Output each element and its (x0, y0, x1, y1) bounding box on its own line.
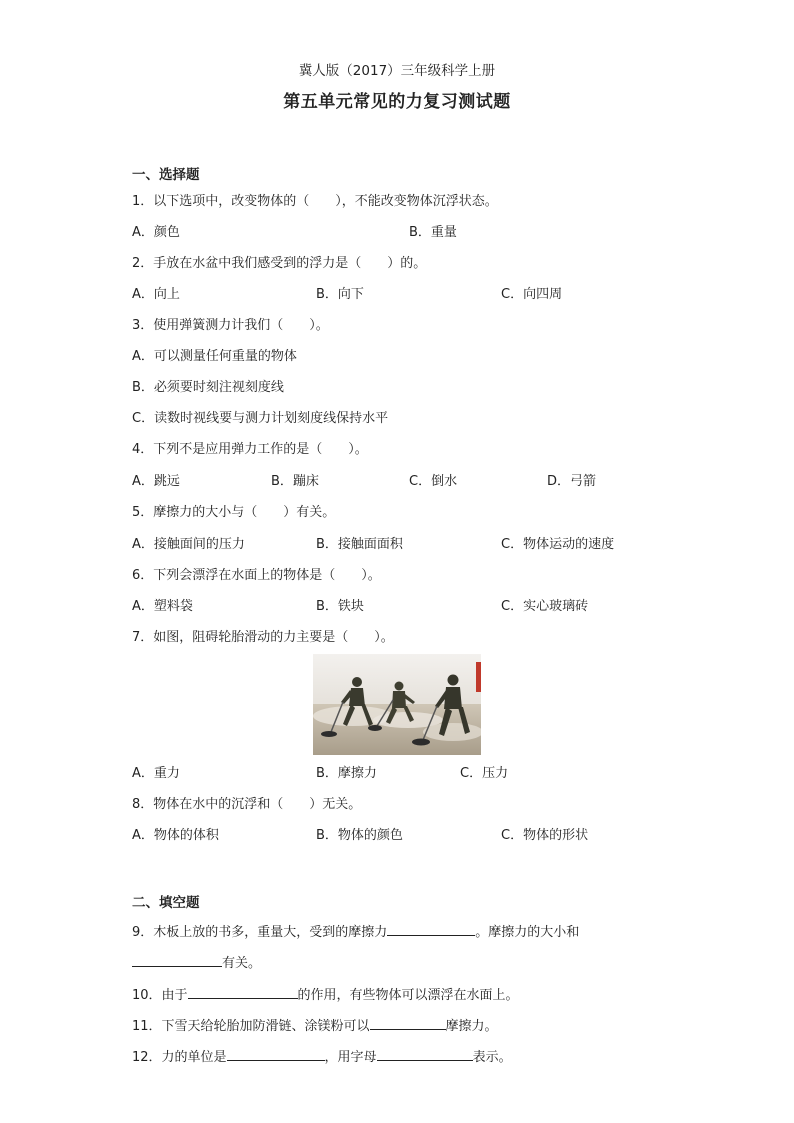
question-7-option-c: C．压力 (460, 766, 509, 781)
question-3-option-a: A．可以测量任何重量的物体 (132, 349, 297, 364)
question-7-stem: 7．如图，阻碍轮胎滑动的力主要是（ ）。 (132, 630, 394, 645)
document-subtitle: 冀人版（2017）三年级科学上册 (298, 63, 496, 79)
question-11-text-2: 摩擦力。 (445, 1019, 498, 1034)
question-2-option-c: C．向四周 (501, 287, 563, 302)
question-5-stem: 5．摩擦力的大小与（ ）有关。 (132, 505, 336, 520)
question-2-stem: 2．手放在水盆中我们感受到的浮力是（ ）的。 (132, 256, 427, 271)
question-9-text-2: 。摩擦力的大小和 (475, 925, 580, 940)
question-1-stem: 1．以下选项中，改变物体的（ ），不能改变物体沉浮状态。 (132, 194, 498, 209)
question-4-option-a: A．跳远 (132, 474, 180, 489)
question-8-option-b: B．物体的颜色 (316, 828, 403, 843)
question-9-text-3: 有关。 (222, 956, 262, 971)
question-12-text-3: 表示。 (472, 1050, 512, 1065)
question-6-option-a: A．塑料袋 (132, 599, 193, 614)
answer-blank[interactable] (370, 1015, 446, 1030)
document-title: 第五单元常见的力复习测试题 (283, 92, 511, 112)
question-6-option-c: C．实心玻璃砖 (501, 599, 589, 614)
question-1-option-a: A．颜色 (132, 225, 180, 240)
question-9-line1 (132, 921, 579, 942)
question-6-stem: 6．下列会漂浮在水面上的物体是（ ）。 (132, 568, 381, 583)
question-12-text-1: 12．力的单位是 (132, 1050, 227, 1065)
answer-blank[interactable] (132, 952, 222, 967)
question-3-option-b: B．必须要时刻注视刻度线 (132, 380, 284, 395)
answer-blank[interactable] (188, 984, 298, 999)
question-6-option-b: B．铁块 (316, 599, 364, 614)
question-11-text-1: 11．下雪天给轮胎加防滑链、涂镁粉可以 (132, 1019, 370, 1034)
question-4-option-c: C．倒水 (409, 474, 458, 489)
question-5-option-c: C．物体运动的速度 (501, 537, 615, 552)
question-7-option-a: A．重力 (132, 766, 180, 781)
question-7-option-b: B．摩擦力 (316, 766, 377, 781)
soldiers-dragging-tires-photo (313, 654, 481, 755)
section-heading-fill: 二、填空题 (132, 895, 200, 911)
section-heading-choice: 一、选择题 (132, 167, 200, 183)
question-10-text-1: 10．由于 (132, 988, 188, 1003)
question-12-text-2: ，用字母 (324, 1050, 377, 1065)
question-8-option-a: A．物体的体积 (132, 828, 219, 843)
question-8-option-c: C．物体的形状 (501, 828, 589, 843)
question-5-option-b: B．接触面面积 (316, 537, 403, 552)
question-4-option-b: B．蹦床 (271, 474, 319, 489)
question-10-text-2: 的作用，有些物体可以漂浮在水面上。 (297, 988, 519, 1003)
question-11 (132, 1015, 498, 1036)
question-5-option-a: A．接触面间的压力 (132, 537, 245, 552)
question-8-stem: 8．物体在水中的沉浮和（ ）无关。 (132, 797, 362, 812)
question-3-stem: 3．使用弹簧测力计我们（ ）。 (132, 318, 329, 333)
question-1-option-b: B．重量 (409, 225, 457, 240)
question-3-option-c: C．读数时视线要与测力计划刻度线保持水平 (132, 411, 389, 426)
question-9-line2 (132, 952, 261, 973)
question-2-option-a: A．向上 (132, 287, 180, 302)
question-9-text-1: 9．木板上放的书多，重量大，受到的摩擦力 (132, 925, 388, 940)
question-10 (132, 984, 519, 1005)
answer-blank[interactable] (387, 921, 475, 936)
question-12 (132, 1046, 512, 1067)
answer-blank[interactable] (377, 1046, 473, 1061)
question-4-option-d: D．弓箭 (547, 474, 597, 489)
question-4-stem: 4．下列不是应用弹力工作的是（ ）。 (132, 442, 368, 457)
answer-blank[interactable] (227, 1046, 325, 1061)
question-2-option-b: B．向下 (316, 287, 364, 302)
